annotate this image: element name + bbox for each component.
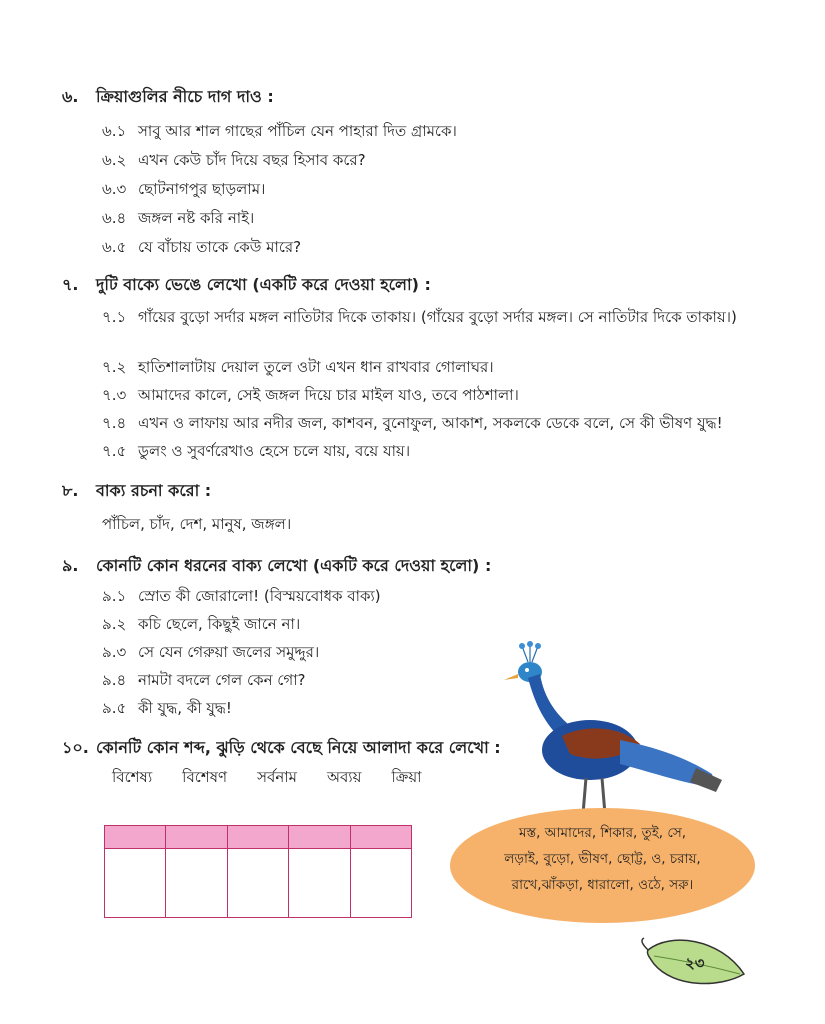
item-text: স্রোত কী জোরালো! (বিস্ময়বোধক বাক্য) <box>138 587 381 605</box>
table-row <box>105 849 412 918</box>
list-item <box>102 384 519 406</box>
word-basket <box>450 808 755 923</box>
basket-line: লড়াই, বুড়ো, ভীষণ, ছোট্ট, ও, চরায়, <box>504 851 701 867</box>
list-item <box>102 440 410 462</box>
item-number: ৭.৪ <box>102 414 127 432</box>
table-cell <box>227 826 288 849</box>
list-item <box>102 236 301 258</box>
list-item <box>102 178 265 200</box>
basket-line: মস্ত, আমাদের, শিকার, তুই, সে, <box>518 825 687 841</box>
question-number: ১০. <box>62 738 89 757</box>
item-number: ৬.১ <box>102 122 127 140</box>
word-category-labels <box>112 766 422 791</box>
category-pronoun: সর্বনাম <box>257 768 297 786</box>
item-number: ৬.২ <box>102 151 127 169</box>
item-number: ৭.২ <box>102 358 127 376</box>
question-number: ৯. <box>62 556 79 575</box>
question-title: ক্রিয়াগুলির নীচে দাগ দাও : <box>96 87 274 106</box>
category-indeclinable: অব্যয় <box>326 768 362 786</box>
list-item <box>102 697 232 719</box>
list-item <box>102 207 254 229</box>
item-text: হাতিশালাটায় দেয়াল তুলে ওটা এখন ধান রাখবার গোলাঘর। <box>138 358 494 376</box>
page-number: ২৩ <box>685 954 705 972</box>
question-title: বাক্য রচনা করো : <box>96 481 212 500</box>
list-item <box>102 149 366 171</box>
question-8-heading <box>62 478 211 505</box>
answer-table <box>104 825 412 918</box>
item-number: ৬.৪ <box>102 209 127 227</box>
category-adjective: বিশেষণ <box>182 768 228 786</box>
category-noun: বিশেষ্য <box>112 768 153 786</box>
item-number: ৯.৫ <box>102 699 127 717</box>
item-text: যে বাঁচায় তাকে কেউ মারে? <box>138 238 302 256</box>
table-cell <box>166 826 227 849</box>
item-text: কী যুদ্ধ, কী যুদ্ধ! <box>138 699 232 717</box>
table-cell <box>105 826 166 849</box>
list-item <box>102 306 762 328</box>
item-number: ৬.৩ <box>102 180 127 198</box>
word-list: পাঁচিল, চাঁদ, দেশ, মানুষ, জঙ্গল। <box>102 515 292 533</box>
table-cell <box>105 849 166 918</box>
list-item <box>102 641 319 663</box>
item-text: এখন কেউ চাঁদ দিয়ে বছর হিসাব করে? <box>138 151 366 169</box>
item-text: জঙ্গল নষ্ট করি নাই। <box>138 209 255 227</box>
item-number: ৬.৫ <box>102 238 127 256</box>
list-item <box>102 585 381 607</box>
item-number: ৯.১ <box>102 587 127 605</box>
item-number: ৯.২ <box>102 615 127 633</box>
question-title: দুটি বাক্যে ভেঙে লেখো (একটি করে দেওয়া হলো) : <box>96 275 431 294</box>
item-text: কচি ছেলে, কিছুই জানে না। <box>138 615 301 633</box>
question-number: ৬. <box>62 87 79 106</box>
item-text: সাবু আর শাল গাছের পাঁচিল যেন পাহারা দিত গ্রামকে। <box>138 122 457 140</box>
item-text: গাঁয়ের বুড়ো সর্দার মঙ্গল নাতিটার দিকে তাকায়। (গাঁয়ের বুড়ো সর্দার মঙ্গল। সে নাতিটার দিকে তাকায়।) <box>138 308 737 326</box>
question-number: ৮. <box>62 481 79 500</box>
item-text: ছোটনাগপুর ছাড়লাম। <box>138 180 266 198</box>
list-item <box>102 613 300 635</box>
category-verb: ক্রিয়া <box>391 768 422 786</box>
list-item <box>102 356 494 378</box>
item-text: নামটা বদলে গেল কেন গো? <box>138 671 306 689</box>
question-7-heading <box>62 272 431 299</box>
item-text: আমাদের কালে, সেই জঙ্গল দিয়ে চার মাইল যাও, তবে পাঠশালা। <box>138 386 519 404</box>
item-text: সে যেন গেরুয়া জলের সমুদ্দুর। <box>138 643 320 661</box>
item-text: ডুলং ও সুবর্ণরেখাও হেসে চলে যায়, বয়ে যায়। <box>138 442 411 460</box>
table-cell <box>227 849 288 918</box>
question-10-heading <box>62 735 501 762</box>
question-title: কোনটি কোন শব্দ, ঝুড়ি থেকে বেছে নিয়ে আলাদা করে লেখো : <box>96 738 501 757</box>
item-number: ৭.৫ <box>102 442 127 460</box>
table-header-row <box>105 826 412 849</box>
table-cell <box>166 849 227 918</box>
list-item <box>102 669 306 691</box>
item-number: ৭.৩ <box>102 386 127 404</box>
item-text: এখন ও লাফায় আর নদীর জল, কাশবন, বুনোফুল, আকাশ, সকলকে ডেকে বলে, সে কী ভীষণ যুদ্ধ! <box>138 414 723 432</box>
question-9-heading <box>62 553 491 580</box>
table-cell <box>350 826 411 849</box>
peacock-illustration <box>490 640 730 830</box>
question-6-heading <box>62 84 274 111</box>
item-number: ৭.১ <box>102 308 127 326</box>
question-number: ৭. <box>62 275 79 294</box>
item-number: ৯.৪ <box>102 671 127 689</box>
table-cell <box>289 849 350 918</box>
list-item <box>102 412 723 434</box>
list-item <box>102 120 457 142</box>
table-cell <box>289 826 350 849</box>
table-cell <box>350 849 411 918</box>
item-number: ৯.৩ <box>102 643 127 661</box>
basket-line: রাখে,ঝাঁকড়া, ধারালো, ওঠে, সরু। <box>511 877 694 893</box>
question-title: কোনটি কোন ধরনের বাক্য লেখো (একটি করে দেওয়া হলো) : <box>96 556 492 575</box>
